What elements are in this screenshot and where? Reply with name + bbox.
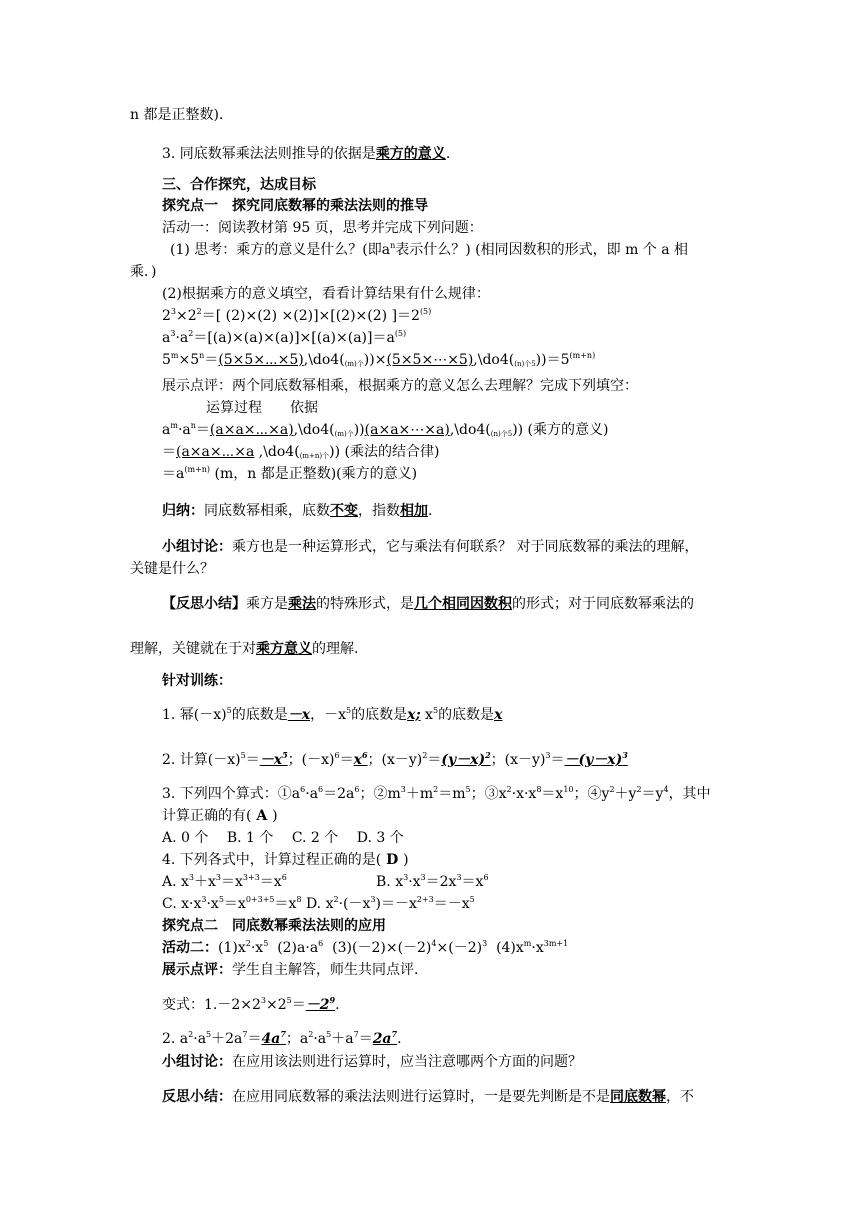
exercise-line: 计算正确的有( A ) bbox=[162, 808, 278, 824]
exercise-line: 3. 下列四个算式：$①a^6\cdot a^6=2a^6$；$②m^3+m^2=m^5$；$③x^2\cdot x\cdot x^8=x^{10}$；$④y^2+y^2=y^4$，其中 bbox=[162, 785, 711, 802]
exercise-heading: 针对训练： bbox=[162, 673, 232, 689]
subsection-heading: 探究点二 同底数幂乘法法则的应用 bbox=[162, 918, 386, 934]
text-line: (1) 思考：乘方的意义是什么？(即$a^n$表示什么？) (相同因数积的形式，即 m 个 a 相 bbox=[170, 241, 689, 258]
text-line: 展示点评：两个同底数幂相乘，根据乘方的意义怎么去理解？完成下列填空： bbox=[162, 378, 638, 394]
formula-line: ＝(a×a×⋯×a $,\backslash do4(_{(m+n)个})$) (乘法的结合律) bbox=[162, 444, 440, 460]
table-header: 运算过程 依据 bbox=[206, 400, 318, 416]
text-line: 小组讨论：在应用该法则进行运算时，应当注意哪两个方面的问题？ bbox=[162, 1054, 582, 1070]
text-line: 3. 同底数幂乘法法则推导的依据是乘方的意义. bbox=[162, 146, 451, 162]
subsection-heading: 探究点一 探究同底数幂的乘法法则的推导 bbox=[162, 198, 428, 214]
formula-line: $a^m\cdot a^n=(a\times a\times\cdots\times a),\backslash do4(_{(m)个}))(a\times a\times\cdots\times a),\backslash do4(_{(n)个5})$) (乘方的意义) bbox=[162, 421, 609, 438]
formula-line: $2^3\times 2^2=$[ (2)×(2) ×(2)]×[(2)×(2) ]$=2^{(5)}$ bbox=[162, 307, 432, 324]
exercise-line: 4. 下列各式中，计算过程正确的是( D ) bbox=[162, 852, 409, 868]
exercise-line: 2. 计算$(-x)^5=-x^5$；$(-x)^6=x^6$；$(x-y)^2=(y-x)^2$；$(x-y)^3=-(y-x)^3$ bbox=[162, 750, 628, 768]
choice-line: A. $x^3+x^3=x^{3+3}=x^6$ bbox=[162, 873, 287, 890]
text-line: 小组讨论：乘方也是一种运算形式，它与乘法有何联系？ 对于同底数幂的乘法的理解， bbox=[162, 539, 699, 555]
exercise-line: 1. 幂$(-x)^5$的底数是－x，$-x^5$的底数是x; $x^5$的底数是x bbox=[162, 706, 503, 723]
text-line: 关键是什么？ bbox=[130, 561, 214, 577]
choice-line: B. $x^3\cdot x^3=2x^3=x^6$ bbox=[376, 873, 489, 890]
text-line: (2)根据乘方的意义填空，看看计算结果有什么规律： bbox=[162, 286, 490, 302]
reflection-line: 【反思小结】乘方是乘法的特殊形式，是几个相同因数积的形式；对于同底数幂乘法的 bbox=[162, 596, 694, 612]
activity-line: 活动二：$(1)x^2\cdot x^5$ $(2)a\cdot a^6$ $(3)(-2)\times(-2)^4\times(-2)^3$ $(4)x^m\cdot x^{3m+1}$ bbox=[162, 939, 569, 956]
text-line: 展示点评：学生自主解答，师生共同点评. bbox=[162, 962, 419, 978]
choice-line: A. 0 个 B. 1 个 C. 2 个 D. 3 个 bbox=[162, 830, 404, 846]
text-line: 乘．) bbox=[130, 264, 157, 280]
reflection-line: 理解，关键就在于对乘方意义的理解. bbox=[130, 641, 359, 657]
choice-line: C. $x\cdot x^3\cdot x^5=x^{0+3+5}=x^8$ D. $x^2\cdot(-x^3)=-x^{2+3}=-x^5$ bbox=[162, 895, 475, 912]
variant-line: 2. $a^2\cdot a^5+2a^7=4a^7$；$a^2\cdot a^5+a^7=2a^7$. bbox=[162, 1029, 402, 1047]
summary-line: 归纳：同底数幂相乘，底数不变，指数相加. bbox=[162, 503, 433, 519]
formula-line: $=a^{(m+n)}$ (m，n 都是正整数)(乘方的意义) bbox=[162, 465, 418, 482]
formula-line: $a^3\cdot a^2=[(a)\times(a)\times(a)]\times[(a)\times(a)]=a^{(5)}$ bbox=[162, 329, 407, 346]
section-heading: 三、合作探究，达成目标 bbox=[162, 177, 316, 193]
reflection-line: 反思小结：在应用同底数幂的乘法法则进行运算时，一是要先判断是不是同底数幂，不 bbox=[162, 1089, 694, 1105]
formula-line: $5^m\times 5^n=(5\times 5\times\cdots\times 5),\backslash do4(_{(m)个}))\times(5\times 5\times\cdots\times 5),\backslash do4(_{(n)个5}))=5^{(m+n)}$ bbox=[162, 351, 596, 368]
text-line: 活动一：阅读教材第 95 页，思考并完成下列问题： bbox=[162, 220, 483, 236]
variant-line: 变式：$1.-2\times 2^3\times 2^5=-2^9$. bbox=[162, 995, 340, 1013]
text-line: n 都是正整数). bbox=[130, 107, 224, 123]
